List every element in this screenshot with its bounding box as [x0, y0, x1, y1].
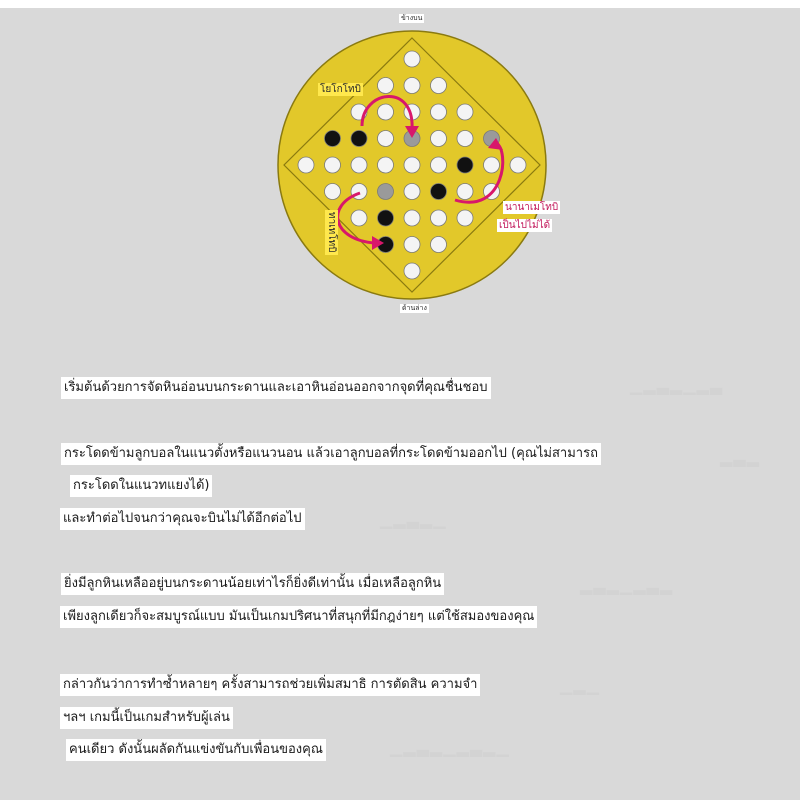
tag-diagonal-jump: นานาเมโทบิ: [505, 202, 559, 213]
ghost-text: ▁▂▃▂▁▂▃: [630, 376, 724, 395]
instruction-line-9: คนเดียว ดังนั้นผลัดกันแข่งขันกับเพื่อนของคุณ: [66, 739, 326, 761]
instruction-line-3: กระโดดในแนวทแยงได้): [70, 475, 212, 497]
instruction-line-8: ฯลฯ เกมนี้เป็นเกมสำหรับผู้เล่น: [60, 707, 233, 729]
ghost-text: ▂▃▂: [720, 448, 760, 467]
tag-not-allowed: เป็นไปไม่ได้: [499, 220, 551, 231]
instruction-line-4: และทำต่อไปจนกว่าคุณจะบินไม่ได้อีกต่อไป: [60, 508, 305, 530]
ghost-text: ▁▂▃▂▁: [380, 510, 447, 529]
instruction-line-6: เพียงลูกเดียวก็จะสมบูรณ์แบบ มันเป็นเกมปริศนาที่สนุกที่มีกฎง่ายๆ แต่ใช้สมองของคุณ: [60, 606, 537, 628]
ghost-text: ▂▃▂▁▂▃▂: [580, 576, 674, 595]
ghost-text: ▁▂▁: [560, 676, 600, 695]
instruction-line-1: เริ่มต้นด้วยการจัดหินอ่อนบนกระดานและเอาหินอ่อนออกจากจุดที่คุณชื่นชอบ: [61, 377, 491, 399]
ghost-text: ▁▂▃▂▁▂▃▂▁: [390, 738, 510, 757]
board-bottom-label: ด้านล่าง: [402, 304, 427, 312]
instruction-line-7: กล่าวกันว่าการทำซ้ำหลายๆ ครั้งสามารถช่วยเพิ่มสมาธิ การตัดสิน ความจำ: [60, 674, 480, 696]
tag-horizontal-jump: โยโกโทบิ: [320, 84, 361, 95]
tag-vertical-jump: ทาเทโทบิ: [326, 212, 337, 253]
instruction-line-5: ยิ่งมีลูกหินเหลืออยู่บนกระดานน้อยเท่าไรก็ยิ่งดีเท่านั้น เมื่อเหลือลูกหิน: [61, 573, 444, 595]
instruction-line-2: กระโดดข้ามลูกบอลในแนวตั้งหรือแนวนอน แล้วเอาลูกบอลที่กระโดดข้ามออกไป (คุณไม่สามารถ: [61, 443, 601, 465]
board-top-label: ข้างบน: [401, 14, 423, 22]
